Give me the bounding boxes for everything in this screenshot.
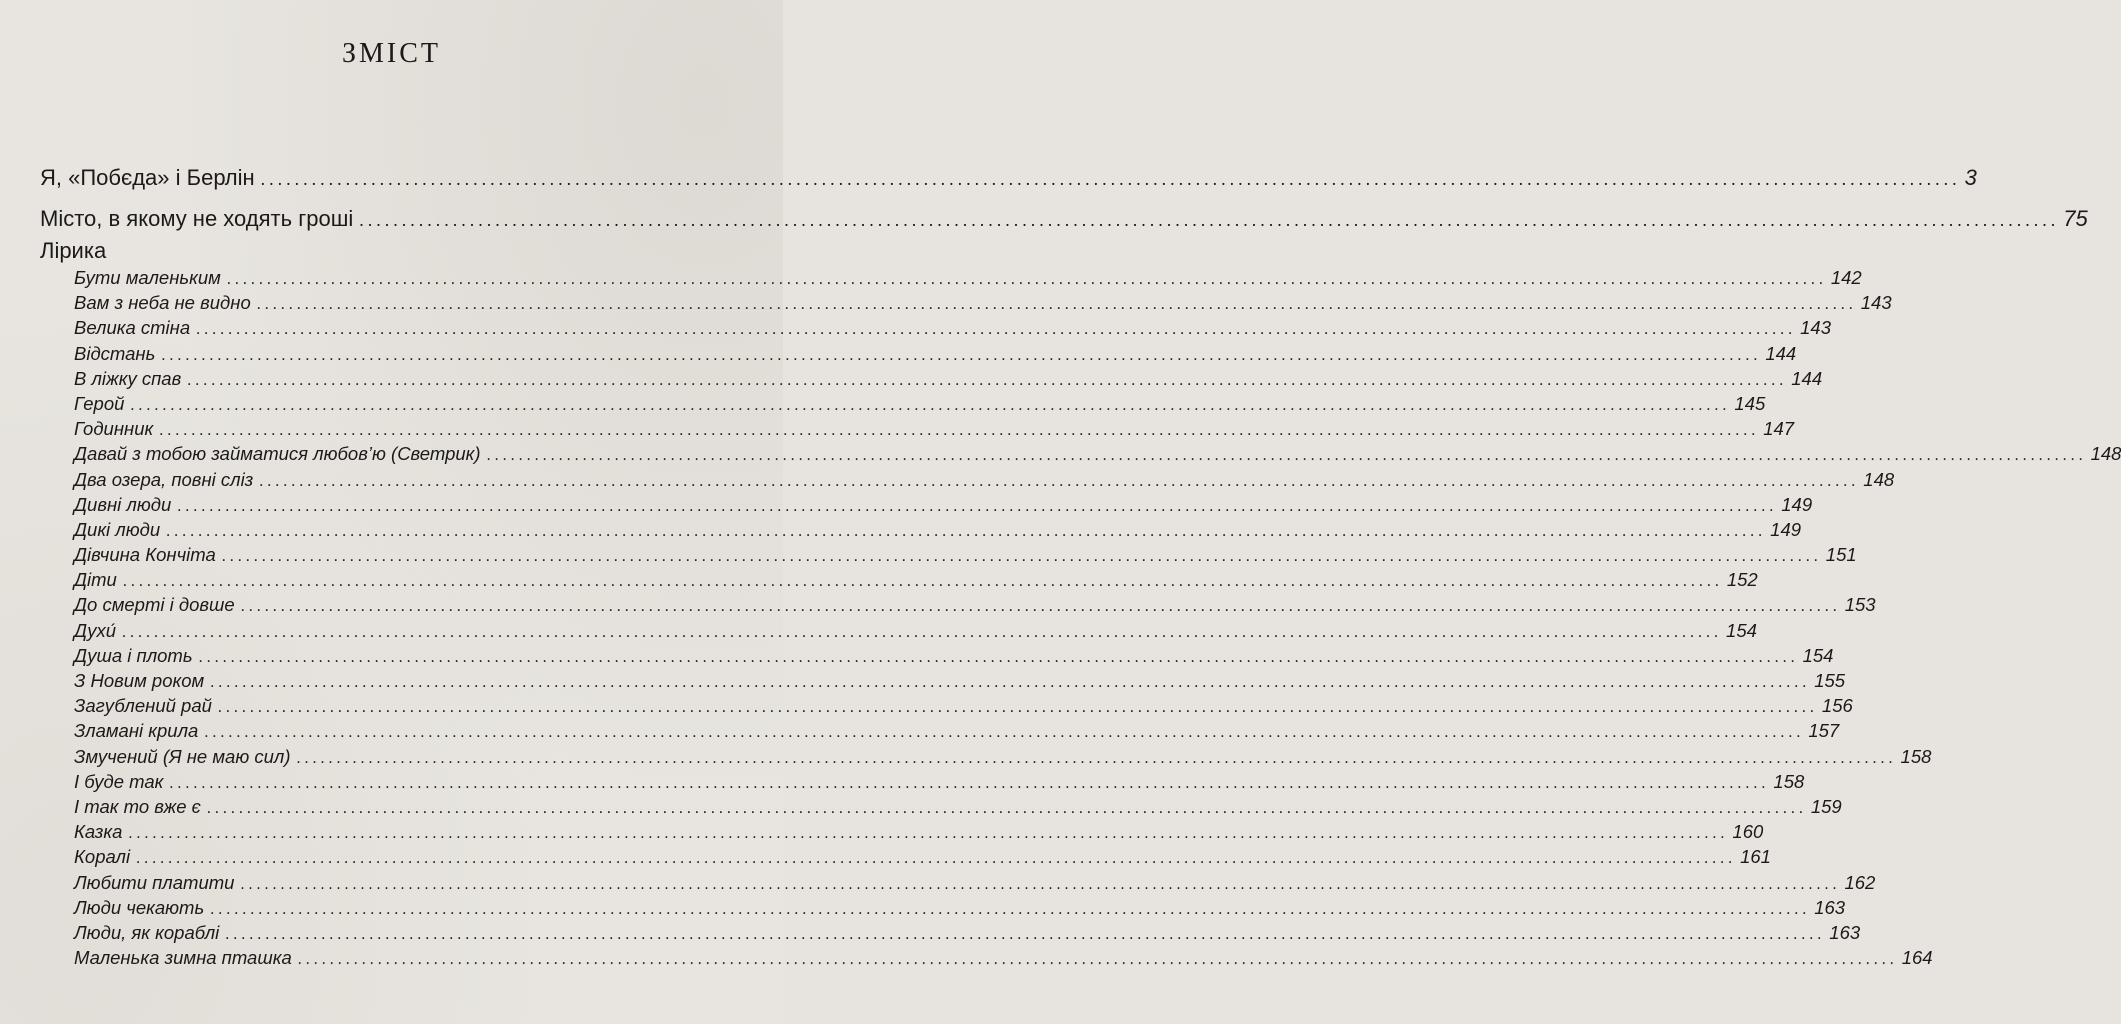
toc-leader-dots: ........................................................................................................................................................................................................ — [226, 271, 1827, 288]
toc-entry-page: 160 — [1732, 821, 1764, 843]
toc-entry-title: Дивні люди — [74, 493, 172, 515]
toc-entry-page: 163 — [1829, 921, 1861, 943]
toc-entry-page: 158 — [1773, 770, 1805, 792]
toc-leader-dots: ........................................................................................................................................................................................................ — [166, 522, 1767, 540]
toc-leader-dots: ........................................................................................................................................................................................................ — [259, 472, 1860, 490]
toc-entry — [74, 895, 1846, 920]
toc-leader-dots: ........................................................................................................................................................................................................ — [187, 371, 1788, 389]
toc-entry-title: З Новим роком — [74, 670, 205, 691]
toc-leader-dots: ........................................................................................................................................................................................................ — [256, 296, 1857, 314]
toc-entry — [74, 794, 1842, 819]
toc-entry-major — [40, 205, 2088, 233]
toc-entry-page: 154 — [1802, 644, 1834, 666]
toc-entry-title: Я, «Побєда» і Берлін — [40, 165, 255, 190]
toc-leader-dots: ........................................................................................................................................................................................................ — [221, 548, 1822, 566]
toc-entry-title: Діти — [74, 569, 117, 591]
toc-entry — [74, 492, 1813, 517]
toc-entry-page: 147 — [1763, 418, 1795, 440]
toc-entry-page: 161 — [1740, 846, 1771, 868]
toc-section-items — [40, 265, 2121, 970]
toc-entry — [74, 567, 1758, 592]
toc-entry-page: 159 — [1810, 795, 1842, 817]
toc-entry-title: Дівчина Кончіта — [74, 544, 216, 566]
toc-entry-page: 157 — [1808, 720, 1840, 742]
toc-entry-title: Герой — [74, 392, 125, 414]
toc-leader-dots: ........................................................................................................................................................................................................ — [486, 447, 2087, 465]
toc-entry-title: Любити платити — [74, 871, 235, 893]
toc-entry-title: І буде так — [74, 770, 164, 792]
toc-leader-dots: ........................................................................................................................................................................................................ — [169, 774, 1770, 792]
toc-entry-title: Годинник — [74, 418, 154, 440]
toc-entry-page: 156 — [1821, 695, 1853, 717]
toc-entry-title: Вам з неба не видно — [74, 292, 251, 314]
toc-entry-page: 158 — [1900, 745, 1932, 767]
toc-entry-title: Загублений рай — [74, 695, 212, 717]
toc-entry-page: 162 — [1844, 871, 1876, 893]
toc-leader-dots: ........................................................................................................................................................................................................ — [177, 497, 1778, 515]
toc-entry-title: Маленька зимна пташка — [74, 947, 292, 969]
toc-entry — [74, 668, 1846, 693]
toc-leader-dots: ........................................................................................................................................................................................................ — [206, 799, 1807, 817]
toc-entry — [74, 265, 1862, 290]
toc-entry-page: 144 — [1791, 367, 1823, 389]
toc-entry-title: Зламані крила — [74, 720, 199, 742]
toc-entry — [74, 366, 1823, 391]
toc-leader-dots: ........................................................................................................................................................................................................ — [210, 674, 1811, 691]
toc-entry — [74, 618, 1757, 643]
toc-entry-title: Коралі — [74, 846, 131, 868]
toc-entry — [74, 467, 1895, 492]
toc-entry-page: 154 — [1726, 619, 1757, 641]
toc-entry-title: Велика стіна — [74, 317, 191, 339]
toc-leader-dots: ........................................................................................................................................................................................................ — [359, 210, 2060, 230]
toc-entry — [74, 643, 1834, 668]
toc-entry — [74, 870, 1876, 895]
toc-entry-page: 148 — [1863, 468, 1895, 490]
toc-leader-dots: ........................................................................................................................................................................................................ — [136, 850, 1737, 868]
toc-entry — [74, 315, 1832, 340]
table-of-contents — [40, 164, 2121, 970]
toc-entry-page: 143 — [1860, 292, 1892, 314]
toc-entry-page: 151 — [1825, 544, 1857, 566]
toc-entry-title: Відстань — [74, 342, 156, 364]
toc-entry-page: 143 — [1800, 317, 1832, 339]
toc-entry-page: 164 — [1901, 947, 1933, 969]
toc-entry-major — [40, 164, 1977, 192]
toc-entry-title: В ліжку спав — [74, 367, 182, 389]
toc-entry — [74, 391, 1766, 416]
toc-entry — [74, 517, 1802, 542]
toc-leader-dots: ........................................................................................................................................................................................................ — [217, 699, 1818, 717]
toc-entry — [74, 693, 1853, 718]
toc-entry-page: 75 — [2063, 206, 2088, 231]
toc-entry-title: Казка — [74, 821, 123, 843]
toc-entry-page: 149 — [1781, 493, 1813, 515]
toc-leader-dots: ........................................................................................................................................................................................................ — [204, 724, 1805, 742]
toc-leader-dots: ........................................................................................................................................................................................................ — [296, 749, 1897, 767]
toc-entry — [74, 290, 1892, 315]
toc-entry-page: 163 — [1814, 896, 1846, 918]
toc-entry — [74, 744, 1932, 769]
toc-leader-dots: ........................................................................................................................................................................................................ — [225, 925, 1826, 943]
toc-leader-dots: ........................................................................................................................................................................................................ — [240, 875, 1841, 893]
toc-entry-title: Духи́ — [74, 619, 117, 641]
page-title: ЗМІСТ — [341, 38, 442, 69]
toc-leader-dots: ........................................................................................................................................................................................................ — [196, 321, 1797, 339]
toc-entry-title: Люди, як кораблі — [74, 921, 220, 943]
toc-entry — [74, 718, 1840, 743]
toc-entry — [74, 819, 1764, 844]
toc-leader-dots: ........................................................................................................................................................................................................ — [240, 598, 1841, 616]
toc-leader-dots: ........................................................................................................................................................................................................ — [128, 825, 1729, 843]
toc-entry-title: Бути маленьким — [74, 267, 221, 288]
toc-leader-dots: ........................................................................................................................................................................................................ — [161, 346, 1762, 364]
toc-entry — [74, 441, 2121, 466]
toc-entry — [74, 592, 1876, 617]
toc-entry — [74, 416, 1795, 441]
toc-entry-title: Давай з тобою займатися любов’ю (Светрик) — [74, 443, 481, 465]
toc-entry-page: 153 — [1844, 594, 1876, 616]
toc-entry — [74, 844, 1771, 869]
toc-leader-dots: ........................................................................................................................................................................................................ — [130, 396, 1731, 414]
toc-entry — [74, 945, 1933, 970]
toc-entry-page: 145 — [1734, 392, 1766, 414]
toc-entry-page: 142 — [1830, 267, 1862, 288]
toc-entry-title: Місто, в якому не ходять гроші — [40, 206, 354, 231]
toc-leader-dots: ........................................................................................................................................................................................................ — [122, 623, 1723, 641]
toc-leader-dots: ........................................................................................................................................................................................................ — [159, 422, 1760, 440]
toc-leader-dots: ........................................................................................................................................................................................................ — [122, 573, 1723, 591]
toc-leader-dots: ........................................................................................................................................................................................................ — [210, 900, 1811, 918]
toc-entry — [74, 920, 1861, 945]
toc-section-heading: Лірика — [40, 238, 107, 263]
toc-entry-title: Два озера, повні сліз — [74, 468, 254, 490]
toc-entry-page: 149 — [1770, 518, 1802, 540]
toc-entry — [74, 341, 1797, 366]
toc-entry-page: 155 — [1814, 670, 1846, 691]
toc-entry-title: Душа і плоть — [74, 644, 193, 666]
toc-entry-page: 3 — [1964, 165, 1977, 190]
toc-entry-page: 152 — [1726, 569, 1758, 591]
toc-entry-title: Змучений (Я не маю сил) — [74, 745, 291, 767]
toc-entry — [74, 769, 1805, 794]
toc-entry-title: Люди чекають — [74, 896, 205, 918]
toc-entry-page: 148 — [2090, 443, 2121, 465]
toc-entry-title: До смерті і довше — [74, 594, 235, 616]
toc-leader-dots: ........................................................................................................................................................................................................ — [260, 169, 1961, 189]
toc-leader-dots: ........................................................................................................................................................................................................ — [297, 951, 1898, 969]
toc-entry-title: І так то вже є — [74, 795, 201, 817]
toc-entry — [74, 542, 1857, 567]
toc-entry-page: 144 — [1765, 342, 1797, 364]
toc-entry-title: Дикі люди — [74, 518, 161, 540]
toc-leader-dots: ........................................................................................................................................................................................................ — [198, 648, 1799, 666]
